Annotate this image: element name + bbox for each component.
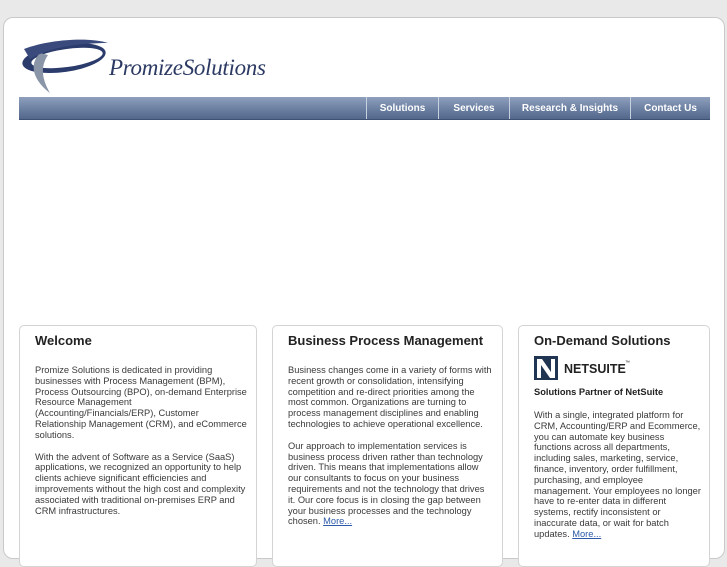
bpm-paragraph-2 bbox=[288, 441, 494, 527]
swoosh-logo-icon bbox=[20, 35, 110, 97]
ondemand-paragraph-1 bbox=[534, 410, 701, 540]
nav-contact-us[interactable]: Contact Us bbox=[630, 97, 710, 119]
svg-text:™: ™ bbox=[625, 360, 630, 366]
bpm-more-link[interactable]: More... bbox=[323, 516, 353, 527]
bpm-paragraph-1: Business changes come in a variety of forms with recent growth or consolidation, intensifying competition and re-direct priorities among the most common. Organizations are turning to process management disciplines and enabling technologies to achieve operational excellence. bbox=[288, 365, 492, 429]
welcome-panel bbox=[19, 325, 257, 567]
netsuite-tagline: Solutions Partner of NetSuite bbox=[534, 387, 664, 397]
bpm-paragraph-2-text: Our approach to implementation services is business process driven rather than technology driven. This means that implementations allow our consultants to focus on your business requirements and not the technology that drives it. Our core focus is in closing the gap between your business processes and the technology chosen. bbox=[288, 440, 485, 527]
ondemand-paragraph-1-text: With a single, integrated platform for CRM, Accounting/ERP and Ecommerce, you can automate key business functions across all departments, including sales, marketing, service, finance, inventory, order fulfillment, purchasing, and employee management. Your employees no longer have to re-enter data in different systems, rectify inconsistent or inaccurate data, or wait for batch updates. bbox=[534, 410, 701, 539]
welcome-paragraph-2: With the advent of Software as a Service (SaaS) applications, we recognized an opportunity to help clients achieve significant efficiencies and improvements without the high cost and complexity associated with traditional on-premises ERP and CRM infrastructures. bbox=[35, 451, 246, 516]
nav-solutions[interactable]: Solutions bbox=[366, 97, 438, 119]
netsuite-logo[interactable] bbox=[534, 355, 634, 381]
brand-name: PromizeSolutions bbox=[109, 55, 266, 80]
nav-services[interactable]: Services bbox=[438, 97, 509, 119]
welcome-title: Welcome bbox=[35, 333, 92, 348]
page-container bbox=[3, 17, 725, 559]
promize-logo[interactable] bbox=[20, 35, 266, 97]
ondemand-panel bbox=[518, 325, 710, 567]
main-navbar bbox=[19, 97, 710, 120]
ondemand-more-link[interactable]: More... bbox=[572, 528, 602, 539]
ondemand-title: On-Demand Solutions bbox=[534, 333, 671, 348]
nav-research-insights[interactable]: Research & Insights bbox=[509, 97, 630, 119]
bpm-title: Business Process Management bbox=[288, 333, 484, 348]
netsuite-logo-text: NETSUITE bbox=[564, 362, 626, 376]
bpm-panel bbox=[272, 325, 503, 567]
welcome-paragraph-1: Promize Solutions is dedicated in providing businesses with Process Management (BPM), Process Outsourcing (BPO), on-demand Enterprise Resource Management (Accounting/Financials/ERP), Customer Relationship Management (CRM), and eCommerce solutions. bbox=[35, 365, 247, 440]
